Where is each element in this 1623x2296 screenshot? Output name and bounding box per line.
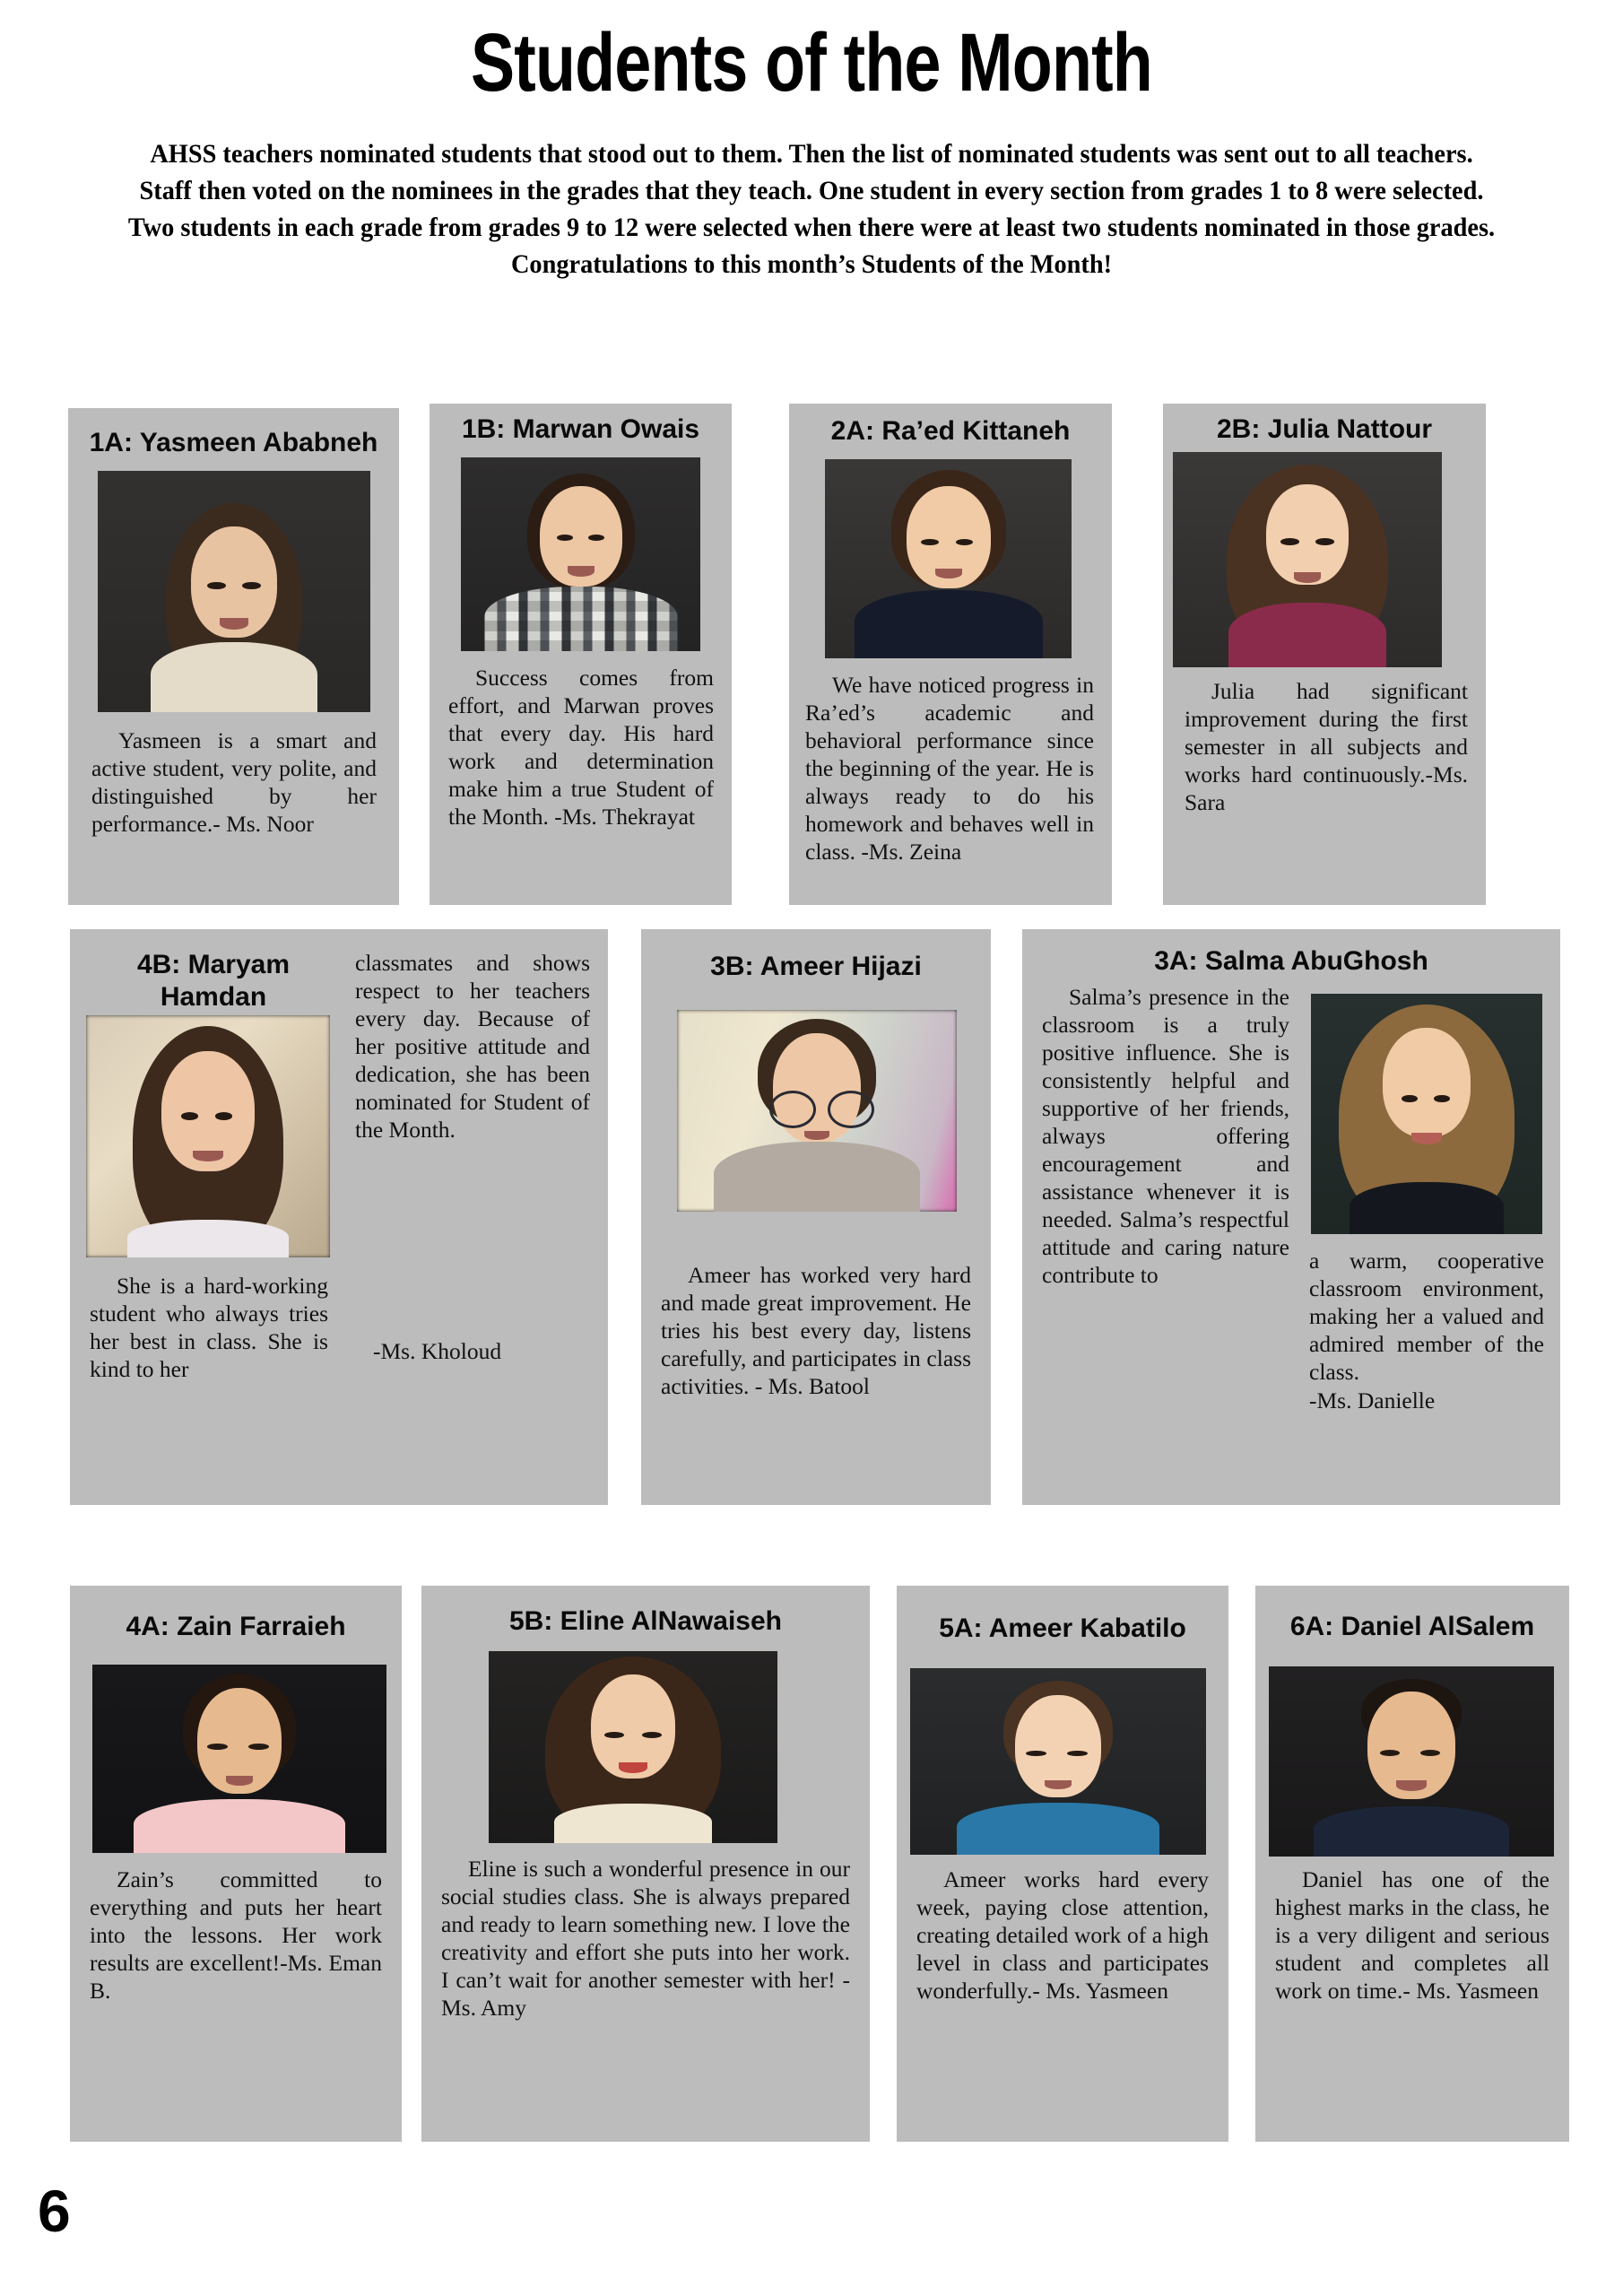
- portrait-daniel-alsalem: [1269, 1666, 1554, 1857]
- student-card-salma-abughosh: [1022, 929, 1560, 1505]
- student-card-eline-alnawaiseh: [421, 1586, 870, 2142]
- student-card-blurb: Ameer has worked very hard and made great improvement. He tries his best every day, listens carefully, and participates in class activities. - Ms. Batool: [661, 1262, 971, 1399]
- student-card-title: 5A: Ameer Kabatilo: [939, 1613, 1186, 1643]
- portrait-maryam-hamdan: [86, 1015, 330, 1257]
- student-card-signature-right: -Ms. Danielle: [1309, 1387, 1436, 1413]
- portrait-yasmeen-ababneh: [98, 471, 370, 712]
- student-card-signature-right: -Ms. Kholoud: [373, 1338, 502, 1364]
- page-title: Students of the Month: [471, 17, 1152, 109]
- student-card-title: 3B: Ameer Hijazi: [710, 952, 922, 981]
- portrait-eline-alnawaiseh: [489, 1651, 777, 1843]
- portrait-raed-kittaneh: [825, 459, 1072, 658]
- student-card-zain-farraieh: [70, 1586, 402, 2142]
- student-card-raed-kittaneh: [789, 404, 1112, 905]
- student-card-marwan-owais: [430, 404, 732, 905]
- student-card-title: 2B: Julia Nattour: [1216, 414, 1433, 444]
- portrait-salma-abughosh: [1311, 994, 1542, 1234]
- portrait-marwan-owais: [461, 457, 700, 651]
- student-card-yasmeen-ababneh: [68, 408, 399, 905]
- student-card-blurb: Success comes from effort, and Marwan proves that every day. His hard work and determination make him a true Student of the Month. -Ms. Thekrayat: [448, 665, 714, 830]
- student-card-blurb-right: a warm, cooperative classroom environment, making her a valued and admired member of the class.: [1309, 1248, 1544, 1385]
- student-card-blurb: Julia had significant improvement during the first semester in all subjects and works hard continuously.-Ms. Sara: [1185, 678, 1468, 815]
- student-card-blurb: Ameer works hard every week, paying close attention, creating detailed work of a high level in class and participates wonderfully.- Ms. Yasmeen: [916, 1866, 1209, 2004]
- student-card-ameer-hijazi: [641, 929, 991, 1505]
- student-card-title: 5B: Eline AlNawaiseh: [509, 1606, 782, 1636]
- student-card-blurb-left: She is a hard-working student who always tries her best in class. She is kind to her: [90, 1273, 328, 1382]
- student-card-title: 6A: Daniel AlSalem: [1289, 1612, 1535, 1641]
- portrait-zain-farraieh: [92, 1665, 386, 1853]
- student-card-julia-nattour: [1163, 404, 1486, 905]
- student-card-ameer-kabatilo: [897, 1586, 1228, 2142]
- student-card-blurb: Zain’s committed to everything and puts her heart into the lessons. Her work results are excellent!-Ms. Eman B.: [90, 1866, 382, 2004]
- student-card-title: 2A: Ra’ed Kittaneh: [830, 416, 1071, 446]
- student-card-title: 4A: Zain Farraieh: [126, 1612, 346, 1641]
- portrait-ameer-kabatilo: [910, 1668, 1206, 1855]
- page-number: 6: [38, 2178, 71, 2244]
- student-card-blurb-left: Salma’s presence in the classroom is a truly positive influence. She is consistently helpful and supportive of her friends, always offering encouragement and assistance whenever it is needed. Salma’s respectful attitude and caring nature contribute to: [1042, 984, 1289, 1288]
- student-card-maryam-hamdan: [70, 929, 608, 1505]
- student-card-blurb: We have noticed progress in Ra’ed’s academic and behavioral performance since the beginning of the year. He is always ready to do his homework and behaves well in class. -Ms. Zeina: [805, 672, 1094, 865]
- student-card-blurb: Daniel has one of the highest marks in the class, he is a very diligent and serious student and completes all work on time.- Ms. Yasmeen: [1275, 1866, 1549, 2004]
- student-card-title: 3A: Salma AbuGhosh: [1154, 946, 1428, 976]
- student-card-blurb: Yasmeen is a smart and active student, very polite, and distinguished by her performance.- Ms. Noor: [91, 727, 377, 837]
- portrait-ameer-hijazi: [677, 1010, 957, 1212]
- student-card-blurb: Eline is such a wonderful presence in our social studies class. She is always prepared and ready to learn something new. I love the creativity and effort she puts into her work. I can’t wait for another semester with her! - Ms. Amy: [441, 1856, 850, 2021]
- student-card-title: 1A: Yasmeen Ababneh: [89, 428, 378, 457]
- portrait-julia-nattour: [1173, 452, 1442, 667]
- student-card-title-line2: Hamdan: [160, 982, 267, 1012]
- student-card-title-line1: 4B: Maryam: [136, 950, 291, 979]
- student-card-daniel-alsalem: [1255, 1586, 1569, 2142]
- student-card-blurb-right: classmates and shows respect to her teachers every day. Because of her positive attitude and dedication, she has been nominated for Student of the Month.: [355, 950, 590, 1143]
- student-card-title: [88, 949, 339, 1013]
- student-card-title: 1B: Marwan Owais: [461, 414, 700, 444]
- intro-paragraph: AHSS teachers nominated students that stood out to them. Then the list of nominated students was sent out to all teachers. Staff then voted on the nominees in the grades that they teach. One student in every section from grades 1 to 8 were selected. Two students in each grade from grades 9 to 12 were selected when there were at least two students nominated in those grades. Congratulations to this month’s Students of the Month!: [127, 140, 1496, 279]
